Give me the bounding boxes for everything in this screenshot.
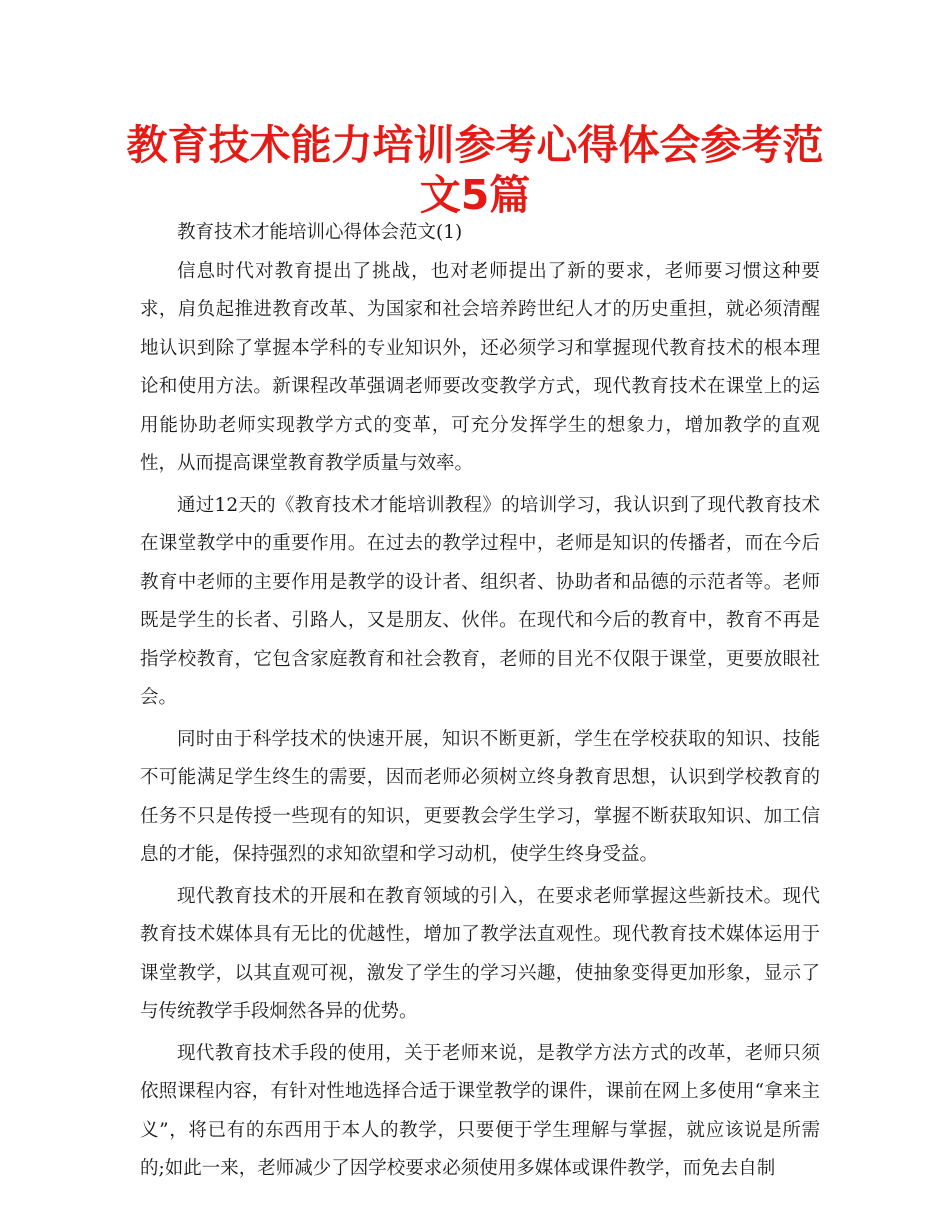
paragraph: 信息时代对教育提出了挑战，也对老师提出了新的要求，老师要习惯这种要求，肩负起推进教育改革、为国家和社会培养跨世纪人才的历史重担，就必须清醒地认识到除了掌握本学科的专业知识外，还必须学习和掌握现代教育技术的根本理论和使用方法。新课程改革强调老师要改变教学方式，现代教育技术在课堂上的运用能协助老师实现教学方式的变革，可充分发挥学生的想象力，增加教学的直观性，从而提高课堂教育教学质量与效率。: [140, 260, 820, 474]
document-body: [140, 214, 820, 1192]
document-title: 教育技术能力培训参考心得体会参考范文5篇: [126, 121, 824, 219]
paragraph: 同时由于科学技术的快速开展，知识不断更新，学生在学校获取的知识、技能不可能满足学生终生的需要，因而老师必须树立终身教育思想，认识到学校教育的任务不只是传授一些现有的知识，更要教会学生学习，掌握不断获取知识、加工信息的才能，保持强烈的求知欲望和学习动机，使学生终身受益。: [140, 728, 820, 865]
section-heading: 教育技术才能培训心得体会范文(1): [177, 222, 463, 243]
paragraph: 现代教育技术手段的使用，关于老师来说，是教学方法方式的改革，老师只须依照课程内容，有针对性地选择合适于课堂教学的课件，课前在网上多使用“拿来主义”，将已有的东西用于本人的教学，只要便于学生理解与掌握，就应该说是所需的;如此一来，老师减少了因学校要求必须使用多媒体或课件教学，而免去自制: [140, 1042, 820, 1179]
paragraph: 现代教育技术的开展和在教育领域的引入，在要求老师掌握这些新技术。现代教育技术媒体具有无比的优越性，增加了教学法直观性。现代教育技术媒体运用于课堂教学，以其直观可视，激发了学生的学习兴趣，使抽象变得更加形象，显示了与传统教学手段炯然各异的优势。: [140, 885, 820, 1022]
paragraph: 通过12天的《教育技术才能培训教程》的培训学习，我认识到了现代教育技术在课堂教学中的重要作用。在过去的教学过程中，老师是知识的传播者，而在今后教育中老师的主要作用是教学的设计者、组织者、协助者和品德的示范者等。老师既是学生的长者、引路人，又是朋友、伙伴。在现代和今后的教育中，教育不再是指学校教育，它包含家庭教育和社会教育，老师的目光不仅限于课堂，更要放眼社会。: [140, 494, 820, 708]
